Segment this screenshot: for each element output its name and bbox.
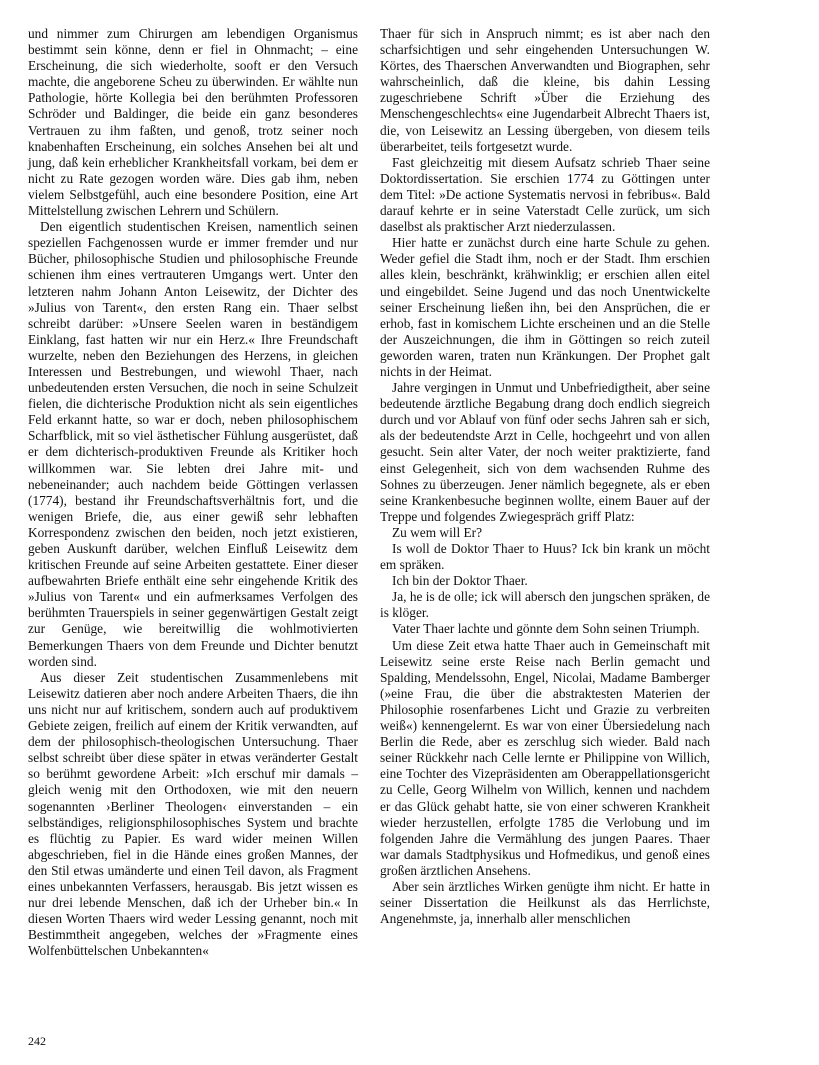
left-text-column: [28, 26, 358, 959]
paragraph: Ich bin der Doktor Thaer.: [392, 573, 528, 589]
paragraph: Aber sein ärztliches Wirken genügte ihm nicht. Er hatte in seiner Dissertation die Heilkunst als das Herrlichste, Angenehmste, ja, innerhalb aller menschlichen: [380, 878, 710, 927]
right-text-column: [380, 26, 710, 927]
page-number: 242: [28, 1034, 46, 1048]
paragraph: Vater Thaer lachte und gönnte dem Sohn seinen Triumph.: [392, 621, 700, 637]
paragraph: Fast gleichzeitig mit diesem Aufsatz schrieb Thaer seine Doktordissertation. Sie erschien 1774 zu Göttingen unter dem Titel: »De actione Systematis nervosi in febribus«. Bald darauf kehrte er in seine Vaterstadt Celle zurück, um sich daselbst als praktischer Arzt niederzulassen.: [380, 154, 710, 235]
paragraph: Aus dieser Zeit studentischen Zusammenlebens mit Leisewitz datieren aber noch andere Arbeiten Thaers, die ihn uns nicht nur auf kritischem, sondern auch auf produktivem Gebiete zeigen, freilich auf einem der Kritik verwandten, auf dem der philosophisch-theologischen Untersuchung. Thaer selbst schreibt über diese später in etwas veränderter Gestalt so berühmt gewordene Arbeit: »Ich erschuf mir damals – gleich wenig mit den Orthodoxen, wie mit den neuern sogenannten ›Berliner Theologen‹ einverstanden – ein selbständiges, religionsphilosophisches System und brachte es flüchtig zu Papier. Es ward wider meinen Willen abgeschrieben, fiel in die Hände eines großen Mannes, der den Stil etwas umänderte und einen Teil davon, als Fragment eines unbekannten Verfassers, herausgab. Bis jetzt wissen es nur drei lebende Menschen, daß ich der Urheber bin.« In diesen Worten Thaers wird weder Lessing genannt, noch mit Bestimmtheit angegeben, welches der »Fragmente eines Wolfenbüttelschen Unbekannten«: [28, 669, 358, 959]
paragraph: Ja, he is de olle; ick will abersch den jungschen spräken, de is klöger.: [380, 589, 710, 621]
paragraph: Thaer für sich in Anspruch nimmt; es ist aber nach den scharfsichtigen und sehr eingehenden Untersuchungen W. Körtes, des Thaerschen Anverwandten und Biographen, sehr wahrscheinlich, daß die kleine, bis dahin Lessing zugeschriebene Schrift »Über die Erziehung des Menschengeschlechts« eine Jugendarbeit Albrecht Thaers ist, die, von Leisewitz an Lessing übergeben, von diesem teils überarbeitet, teils fortgesetzt wurde.: [380, 26, 710, 154]
paragraph: Zu wem will Er?: [392, 524, 483, 540]
paragraph: Um diese Zeit etwa hatte Thaer auch in Gemeinschaft mit Leisewitz seine erste Reise nach Berlin gemacht und Spalding, Mendelssohn, Engel, Nicolai, Madame Bamberger (»eine Frau, die über die abstraktesten Materien der Philosophie rosenfarbenes Licht und Grazie zu verbreiten weiß«) kennengelernt. Es war von einer Übersiedelung nach Berlin die Rede, aber es zerschlug sich wieder. Bald nach seiner Rückkehr nach Celle lernte er Philippine von Willich, eine Tochter des Vizepräsidenten am Oberappellationsgericht zu Celle, Georg Wilhelm von Willich, kennen und nachdem er das Glück gehabt hatte, sie von einer schweren Krankheit wieder herzustellen, erfolgte 1785 die Verlobung und im folgenden Jahre die Vermählung des jungen Paares. Thaer war damals Stadtphysikus und Hofmedikus, und genoß eines großen ärztlichen Ansehens.: [380, 637, 710, 878]
paragraph: Den eigentlich studentischen Kreisen, namentlich seinen speziellen Fachgenossen wurde er immer fremder und nur Bücher, philosophische Studien und philosophische Freunde schienen ihm eines vertrauteren Umgangs wert. Unter den letzteren nahm Johann Anton Leisewitz, der Dichter des »Julius von Tarent«, den ersten Rang ein. Thaer selbst schreibt darüber: »Unsere Seelen waren in beständigem Einklang, fast hatten wir nur ein Herz.« Ihre Freundschaft wurzelte, neben den Beziehungen des Herzens, in gleichen Interessen und Bestrebungen, und wiewohl Thaer, nach unbedeutenden ersten Versuchen, die noch in seine Schulzeit fielen, die dichterische Produktion nicht als sein eigentliches Feld erkannt hatte, so war er doch, neben philosophischem Scharfblick, mit so viel ästhetischer Fühlung ausgerüstet, daß er dem dichterisch-produktiven Freunde als Kritiker hoch willkommen war. Sie lebten drei Jahre mit- und nebeneinander; auch nachdem beide Göttingen verlassen (1774), bestand ihr Freundschaftsverhältnis fort, und die wenigen Briefe, die, aus einer gewiß sehr lebhaften Korrespondenz zwischen den beiden, noch jetzt existieren, geben Auskunft darüber, welchen Einfluß Leisewitz dem kritischen Freunde auf seine Arbeiten gestattete. Einer dieser aufbewahrten Briefe enthält eine sehr eingehende Kritik des »Julius von Tarent« und ein aufmerksames Verfolgen des berühmten Trauerspiels in seiner gegenwärtigen Gestalt zeigt zur Genüge, wie bereitwillig die wohlmotivierten Bemerkungen Thaers von dem Freunde und Dichter benutzt worden sind.: [28, 219, 358, 669]
paragraph: Is woll de Doktor Thaer to Huus? Ick bin krank un möcht em spräken.: [380, 541, 710, 573]
paragraph: Jahre vergingen in Unmut und Unbefriedigtheit, aber seine bedeutende ärztliche Begabung drang doch endlich siegreich durch und vor Ablauf von fünf oder sechs Jahren sah er sich, als der bedeutendste Arzt in Celle, hochgeehrt und von allen gesucht. Sein alter Vater, der noch weiter praktizierte, fand einst Gelegenheit, sich von dem wachsenden Ruhme des Sohnes zu überzeugen. Jener nämlich begegnete, als er eben seine Krankenbesuche beginnen wollte, einem Bauer auf der Treppe und folgendes Zwiegespräch griff Platz:: [380, 380, 710, 524]
paragraph: und nimmer zum Chirurgen am lebendigen Organismus bestimmt sein könne, denn er fiel in Ohnmacht; – eine Erscheinung, die sich wiederholte, sooft er den Versuch machte, die angeborene Scheu zu überwinden. Er wählte nun Pathologie, hörte Kollegia bei den berühmten Professoren Schröder und Baldinger, die beide ein ganz besonderes Vertrauen zu ihm faßten, und genoß, trotz seiner noch knabenhaften Erscheinung, ein solches Ansehen bei alt und jung, daß kein erheblicher Krankheitsfall vorkam, bei dem er nicht zu Rate gezogen worden wäre. Dies gab ihm, neben vielem Selbstgefühl, auch eine besondere Position, eine Art Mittelstellung zwischen Lehrern und Schülern.: [28, 26, 358, 219]
paragraph: Hier hatte er zunächst durch eine harte Schule zu gehen. Weder gefiel die Stadt ihm, noch er der Stadt. Ihm erschien alles klein, beschränkt, krähwinklig; er erschien allen eitel und eingebildet. Seine Jugend und das noch Unentwickelte seiner Erscheinung ließen ihn, bei den Ansprüchen, die er erhob, fast in komischem Lichte erscheinen und an die Stelle der Auszeichnungen, die ihm in Göttingen so reich zuteil geworden waren, traten nun Kränkungen. Der Prophet galt nichts in der Heimat.: [380, 235, 710, 379]
